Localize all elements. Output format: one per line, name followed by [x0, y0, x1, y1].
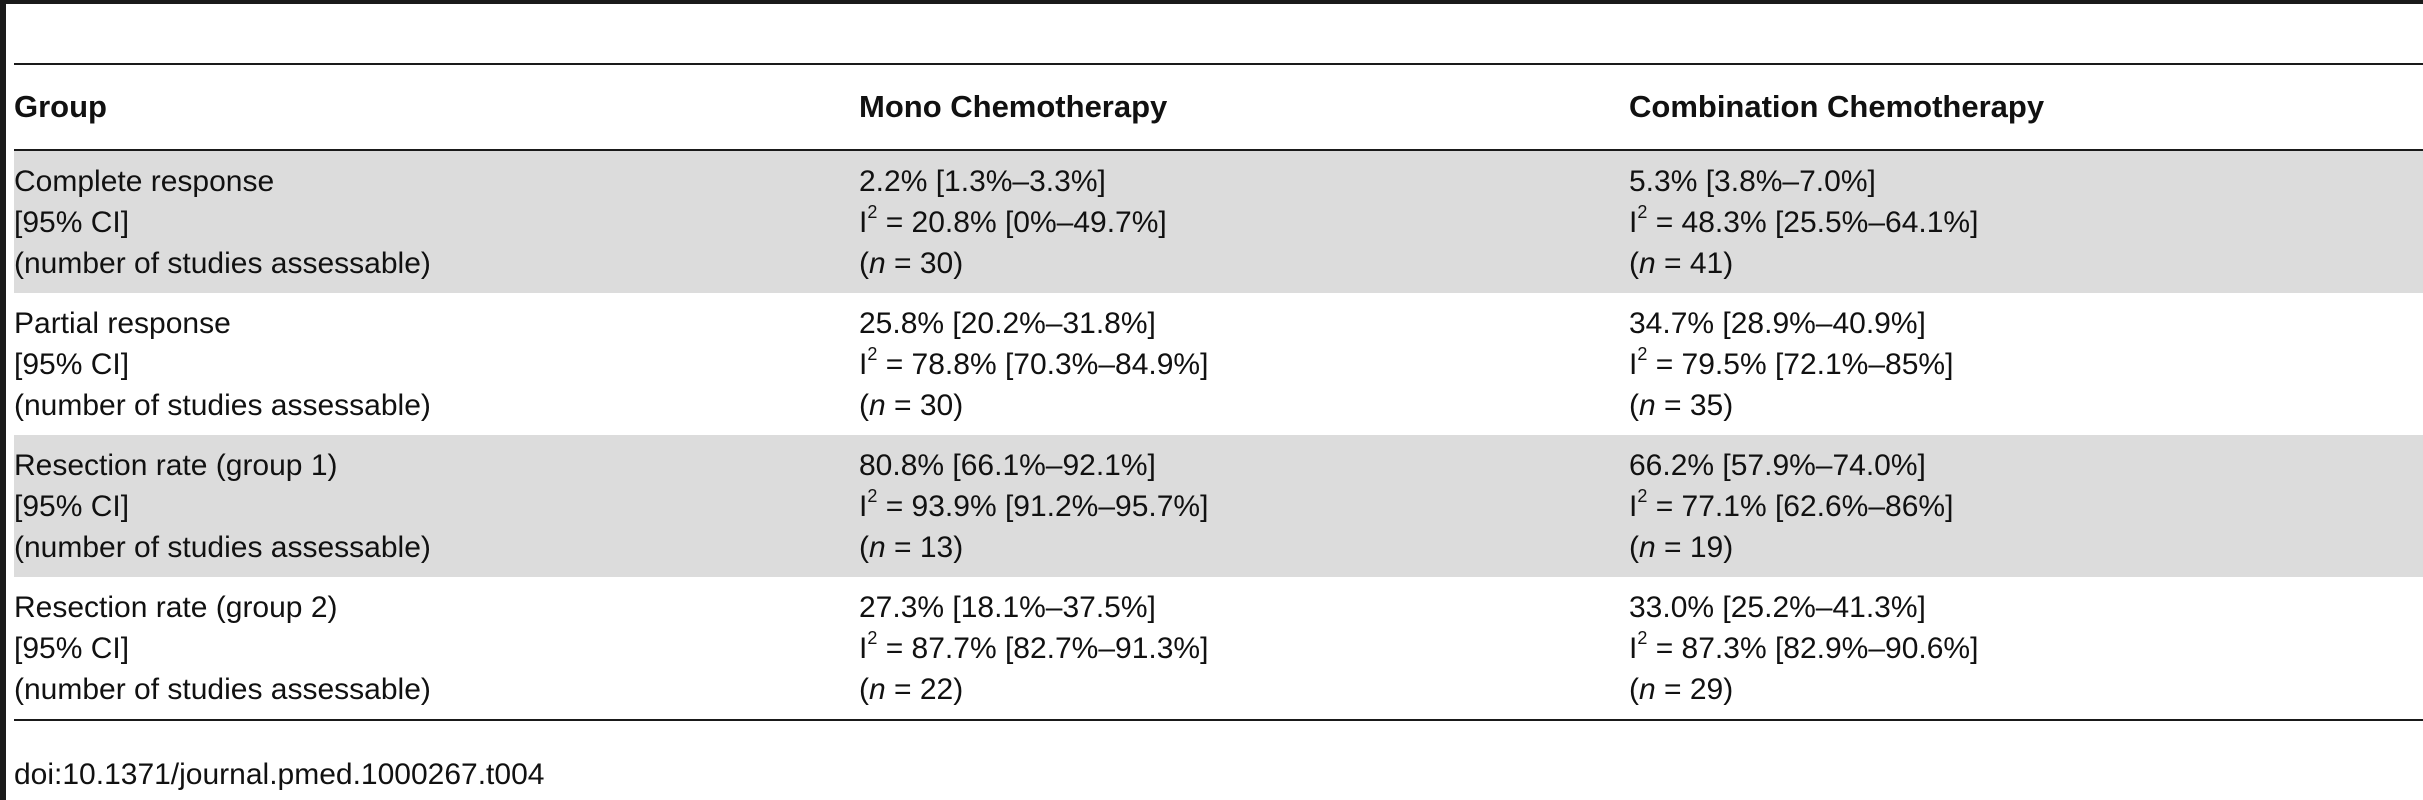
- column-header-group: Group: [14, 89, 107, 124]
- n-symbol: n: [1639, 531, 1656, 564]
- group-cell: [14, 293, 859, 435]
- heterogeneity-line: [859, 202, 1629, 243]
- i-squared-value: = 78.8% [70.3%–84.9%]: [877, 348, 1209, 381]
- estimate-text: 34.7% [28.9%–40.9%]: [1629, 307, 1926, 340]
- i-squared-value: = 79.5% [72.1%–85%]: [1647, 348, 1954, 381]
- group-label-line: Resection rate (group 2): [14, 591, 338, 624]
- group-label-line: [95% CI]: [14, 348, 130, 381]
- study-count-value: = 30): [885, 247, 964, 280]
- i-squared-symbol: I: [1629, 490, 1638, 523]
- study-count-line: [859, 669, 1629, 710]
- study-count-line: [859, 527, 1629, 568]
- combination-chemotherapy-cell: [1629, 577, 2423, 720]
- study-count-open: (: [1629, 531, 1639, 564]
- i-squared-symbol: I: [859, 206, 868, 239]
- study-count-line: [859, 385, 1629, 426]
- study-count-line: [1629, 669, 2423, 710]
- study-count-open: (: [1629, 389, 1639, 422]
- superscript-two: 2: [1637, 486, 1648, 506]
- group-label-line: [95% CI]: [14, 632, 130, 665]
- n-symbol: n: [1639, 247, 1656, 280]
- table-row: [14, 435, 2423, 577]
- top-border-rule: [0, 0, 2423, 4]
- i-squared-value: = 87.3% [82.9%–90.6%]: [1647, 632, 1979, 665]
- group-cell: [14, 150, 859, 293]
- superscript-two: 2: [867, 344, 878, 364]
- i-squared-symbol: I: [1629, 348, 1638, 381]
- study-count-value: = 19): [1655, 531, 1734, 564]
- table-header-row: [14, 64, 2423, 150]
- heterogeneity-line: [1629, 486, 2423, 527]
- i-squared-symbol: I: [1629, 206, 1638, 239]
- column-header-combination: Combination Chemotherapy: [1629, 89, 2045, 124]
- i-squared-value: = 48.3% [25.5%–64.1%]: [1647, 206, 1979, 239]
- superscript-two: 2: [867, 486, 878, 506]
- study-count-open: (: [1629, 247, 1639, 280]
- heterogeneity-line: [859, 628, 1629, 669]
- study-count-open: (: [859, 673, 869, 706]
- estimate-text: 33.0% [25.2%–41.3%]: [1629, 591, 1926, 624]
- study-count-value: = 30): [885, 389, 964, 422]
- study-count-line: [1629, 527, 2423, 568]
- heterogeneity-line: [1629, 628, 2423, 669]
- superscript-two: 2: [867, 628, 878, 648]
- table-row: [14, 150, 2423, 293]
- superscript-two: 2: [867, 202, 878, 222]
- estimate-text: 25.8% [20.2%–31.8%]: [859, 307, 1156, 340]
- group-label-line: (number of studies assessable): [14, 389, 431, 422]
- mono-chemotherapy-cell: [859, 435, 1629, 577]
- group-cell: [14, 577, 859, 720]
- heterogeneity-line: [1629, 344, 2423, 385]
- i-squared-value: = 20.8% [0%–49.7%]: [877, 206, 1167, 239]
- estimate-text: 80.8% [66.1%–92.1%]: [859, 449, 1156, 482]
- superscript-two: 2: [1637, 202, 1648, 222]
- estimate-text: 66.2% [57.9%–74.0%]: [1629, 449, 1926, 482]
- results-table: [14, 63, 2423, 721]
- estimate-text: 2.2% [1.3%–3.3%]: [859, 165, 1106, 198]
- study-count-open: (: [859, 389, 869, 422]
- group-label-line: (number of studies assessable): [14, 673, 431, 706]
- group-label-line: Resection rate (group 1): [14, 449, 338, 482]
- group-label-line: (number of studies assessable): [14, 247, 431, 280]
- n-symbol: n: [869, 247, 886, 280]
- i-squared-value: = 93.9% [91.2%–95.7%]: [877, 490, 1209, 523]
- study-count-value: = 29): [1655, 673, 1734, 706]
- group-label-line: Partial response: [14, 307, 231, 340]
- i-squared-symbol: I: [859, 490, 868, 523]
- i-squared-value: = 87.7% [82.7%–91.3%]: [877, 632, 1209, 665]
- i-squared-symbol: I: [1629, 632, 1638, 665]
- study-count-line: [1629, 385, 2423, 426]
- left-border-rule: [0, 0, 6, 800]
- n-symbol: n: [869, 531, 886, 564]
- heterogeneity-line: [859, 486, 1629, 527]
- study-count-value: = 35): [1655, 389, 1734, 422]
- heterogeneity-line: [859, 344, 1629, 385]
- study-count-line: [1629, 243, 2423, 284]
- study-count-line: [859, 243, 1629, 284]
- heterogeneity-line: [1629, 202, 2423, 243]
- doi-caption: doi:10.1371/journal.pmed.1000267.t004: [14, 758, 545, 791]
- study-count-open: (: [859, 247, 869, 280]
- study-count-value: = 13): [885, 531, 964, 564]
- table-row: [14, 577, 2423, 720]
- study-count-value: = 41): [1655, 247, 1734, 280]
- n-symbol: n: [1639, 389, 1656, 422]
- results-table-container: [14, 63, 2423, 721]
- column-header-mono: Mono Chemotherapy: [859, 89, 1168, 124]
- estimate-text: 27.3% [18.1%–37.5%]: [859, 591, 1156, 624]
- group-label-line: (number of studies assessable): [14, 531, 431, 564]
- study-count-open: (: [1629, 673, 1639, 706]
- n-symbol: n: [1639, 673, 1656, 706]
- combination-chemotherapy-cell: [1629, 293, 2423, 435]
- i-squared-symbol: I: [859, 632, 868, 665]
- i-squared-symbol: I: [859, 348, 868, 381]
- superscript-two: 2: [1637, 344, 1648, 364]
- n-symbol: n: [869, 673, 886, 706]
- combination-chemotherapy-cell: [1629, 435, 2423, 577]
- study-count-open: (: [859, 531, 869, 564]
- estimate-text: 5.3% [3.8%–7.0%]: [1629, 165, 1876, 198]
- study-count-value: = 22): [885, 673, 964, 706]
- group-cell: [14, 435, 859, 577]
- mono-chemotherapy-cell: [859, 150, 1629, 293]
- mono-chemotherapy-cell: [859, 293, 1629, 435]
- table-row: [14, 293, 2423, 435]
- group-label-line: Complete response: [14, 165, 275, 198]
- group-label-line: [95% CI]: [14, 206, 130, 239]
- i-squared-value: = 77.1% [62.6%–86%]: [1647, 490, 1954, 523]
- combination-chemotherapy-cell: [1629, 150, 2423, 293]
- mono-chemotherapy-cell: [859, 577, 1629, 720]
- group-label-line: [95% CI]: [14, 490, 130, 523]
- n-symbol: n: [869, 389, 886, 422]
- superscript-two: 2: [1637, 628, 1648, 648]
